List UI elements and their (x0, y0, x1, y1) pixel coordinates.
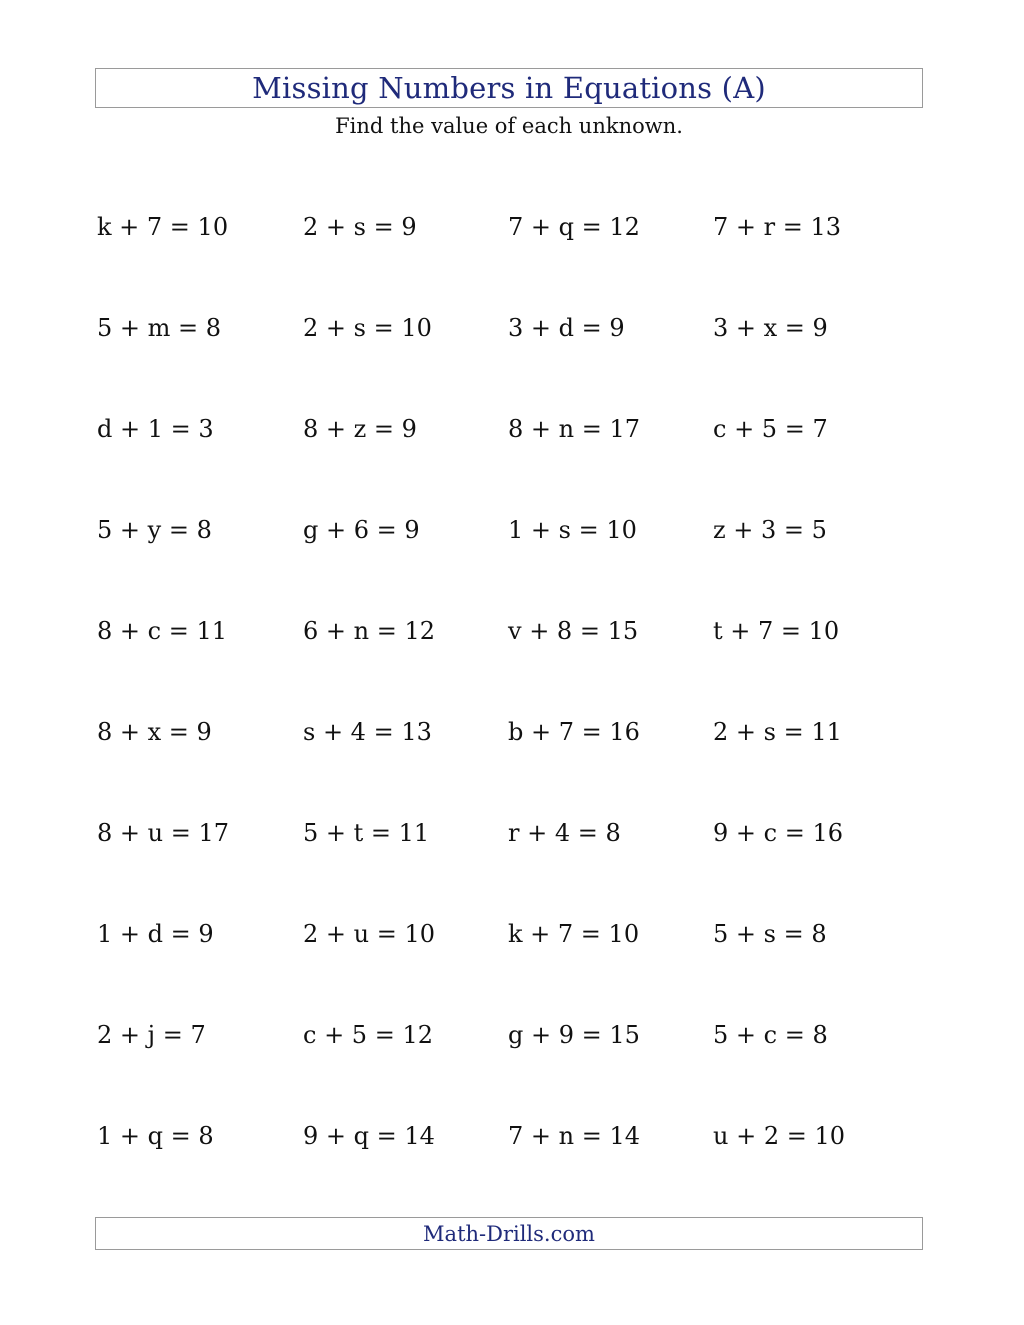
equation: 2 + s = 10 (303, 314, 432, 342)
equation: c + 5 = 7 (713, 415, 828, 443)
equation: 9 + q = 14 (303, 1122, 435, 1150)
equation: 3 + x = 9 (713, 314, 828, 342)
page-title: Missing Numbers in Equations (A) (252, 71, 766, 105)
equation: 5 + c = 8 (713, 1021, 828, 1049)
footer-box (95, 1217, 923, 1250)
equation: 1 + q = 8 (97, 1122, 214, 1150)
equation: r + 4 = 8 (508, 819, 621, 847)
equation: 6 + n = 12 (303, 617, 435, 645)
equation: 5 + m = 8 (97, 314, 222, 342)
equation: 1 + d = 9 (97, 920, 214, 948)
equation: 2 + s = 11 (713, 718, 842, 746)
equation: 8 + z = 9 (303, 415, 417, 443)
equation: 2 + j = 7 (97, 1021, 206, 1049)
equation: s + 4 = 13 (303, 718, 432, 746)
equation: 7 + q = 12 (508, 213, 640, 241)
footer-site-name: Math-Drills.com (423, 1221, 595, 1246)
instructions: Find the value of each unknown. (335, 114, 683, 138)
equation: 8 + u = 17 (97, 819, 229, 847)
equation: 5 + t = 11 (303, 819, 430, 847)
equation: k + 7 = 10 (97, 213, 229, 241)
equation: d + 1 = 3 (97, 415, 214, 443)
equation: u + 2 = 10 (713, 1122, 845, 1150)
equation: v + 8 = 15 (508, 617, 639, 645)
equation: b + 7 = 16 (508, 718, 640, 746)
equation: 5 + y = 8 (97, 516, 212, 544)
equation: k + 7 = 10 (508, 920, 640, 948)
equation: z + 3 = 5 (713, 516, 827, 544)
equation: t + 7 = 10 (713, 617, 840, 645)
equation: 8 + x = 9 (97, 718, 212, 746)
equation: 7 + r = 13 (713, 213, 842, 241)
equation: 8 + c = 11 (97, 617, 227, 645)
equation: 5 + s = 8 (713, 920, 827, 948)
equation: 3 + d = 9 (508, 314, 625, 342)
equation: 2 + s = 9 (303, 213, 417, 241)
equation: 7 + n = 14 (508, 1122, 640, 1150)
title-box (95, 68, 923, 108)
equation: g + 9 = 15 (508, 1021, 640, 1049)
equation: 2 + u = 10 (303, 920, 435, 948)
equation: 8 + n = 17 (508, 415, 640, 443)
equation: c + 5 = 12 (303, 1021, 433, 1049)
equation: 9 + c = 16 (713, 819, 843, 847)
equation-grid (97, 205, 917, 1215)
equation: 1 + s = 10 (508, 516, 637, 544)
equation: g + 6 = 9 (303, 516, 420, 544)
